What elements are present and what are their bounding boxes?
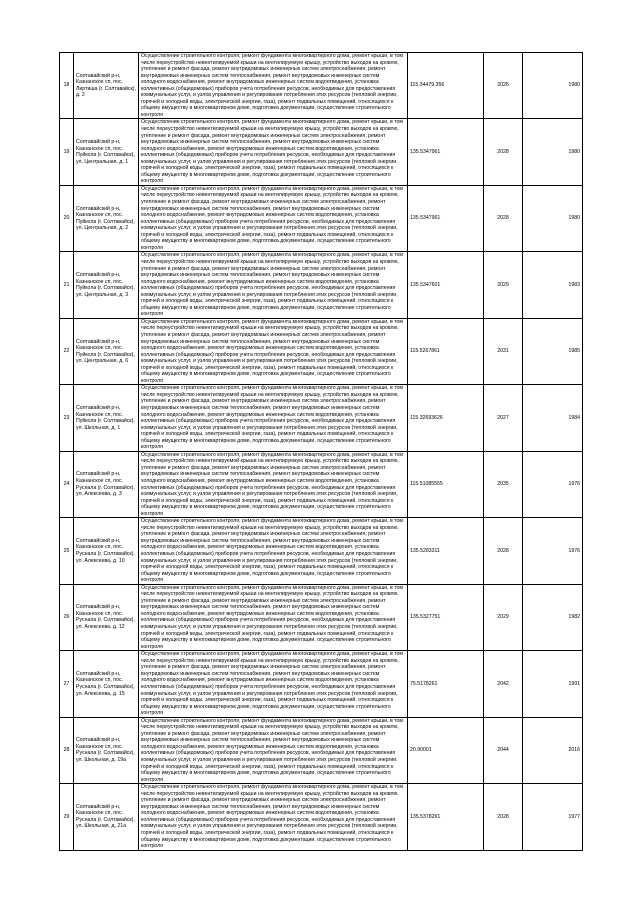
row-number-cell: 19 [60,119,74,185]
works-list-cell: Осуществление строительного контроля, ремонт фундамента многоквартирного дома, ремонт крыши, в том числе переустройство невентилируемой крыши на вентилируемую крышу, устройство выходов на кровлю, утепление и ремонт фасада, ремонт внутридомовых инженерных систем электроснабжения, ремонт внутридомовых инженерных систем теплоснабжения, ремонт внутридомовых инженерных систем холодного водоснабжения, ремонт внутридомовых инженерных систем водоотведения, установка коллективных (общедомовых) приборов учета потребления ресурсов, необходимых для предоставления коммунальных услуг, и узлов управления и регулирования потребления этих ресурсов (тепловой энергии, горячей и холодной воды, электрической энергии, газа), ремонт подвальных помещений, относящихся к общему имуществу в многоквартирном доме, подготовка документации, осуществление строительного контроля [139,584,408,650]
table-row [60,451,583,517]
table-row [60,385,583,451]
address-cell: Солтавайский р-н, Казнанское сп, пос. Руснала (г. Солтавайск), ул. Школьная, д. 21а [74,784,139,850]
works-list-cell: Осуществление строительного контроля, ремонт фундамента многоквартирного дома, ремонт крыши, в том числе переустройство невентилируемой крыши на вентилируемую крышу, устройство выходов на кровлю, утепление и ремонт фасада, ремонт внутридомовых инженерных систем электроснабжения, ремонт внутридомовых инженерных систем теплоснабжения, ремонт внутридомовых инженерных систем холодного водоснабжения, ремонт внутридомовых инженерных систем водоотведения, установка коллективных (общедомовых) приборов учета потребления ресурсов, необходимых для предоставления коммунальных услуг, и узлов управления и регулирования потребления этих ресурсов (тепловой энергии, горячей и холодной воды, электрической энергии, газа), ремонт подвальных помещений, относящихся к общему имуществу в многоквартирном доме, подготовка документации, осуществление строительного контроля [139,518,408,584]
planned-year-cell: 2042 [484,651,523,717]
address-cell: Солтавайский р-н, Казнанское сп, пос. Пуйкола (г. Солтавайск), ул. Центральная, д. 2 [74,185,139,251]
build-year-cell: 1976 [523,451,583,517]
build-year-cell: 1991 [523,651,583,717]
works-list-cell: Осуществление строительного контроля, ремонт фундамента многоквартирного дома, ремонт крыши, в том числе переустройство невентилируемой крыши на вентилируемую крышу, устройство выходов на кровлю, утепление и ремонт фасада, ремонт внутридомовых инженерных систем электроснабжения, ремонт внутридомовых инженерных систем теплоснабжения, ремонт внутридомовых инженерных систем холодного водоснабжения, ремонт внутридомовых инженерных систем водоотведения, установка коллективных (общедомовых) приборов учета потребления ресурсов, необходимых для предоставления коммунальных услуг, и узлов управления и регулирования потребления этих ресурсов (тепловой энергии, горячей и холодной воды, электрической энергии, газа), ремонт подвальных помещений, относящихся к общему имуществу в многоквартирном доме, подготовка документации, осуществление строительного контроля [139,252,408,318]
planned-year-cell: 2031 [484,318,523,384]
works-list-cell: Осуществление строительного контроля, ремонт фундамента многоквартирного дома, ремонт крыши, в том числе переустройство невентилируемой крыши на вентилируемую крышу, устройство выходов на кровлю, утепление и ремонт фасада, ремонт внутридомовых инженерных систем электроснабжения, ремонт внутридомовых инженерных систем теплоснабжения, ремонт внутридомовых инженерных систем холодного водоснабжения, ремонт внутридомовых инженерных систем водоотведения, установка коллективных (общедомовых) приборов учета потребления ресурсов, необходимых для предоставления коммунальных услуг, и узлов управления и регулирования потребления этих ресурсов (тепловой энергии, горячей и холодной воды, электрической энергии, газа), ремонт подвальных помещений, относящихся к общему имуществу в многоквартирном доме, подготовка документации, осуществление строительного контроля [139,385,408,451]
planned-year-cell: 2029 [484,584,523,650]
works-list-cell: Осуществление строительного контроля, ремонт фундамента многоквартирного дома, ремонт крыши, в том числе переустройство невентилируемой крыши на вентилируемую крышу, устройство выходов на кровлю, утепление и ремонт фасада, ремонт внутридомовых инженерных систем электроснабжения, ремонт внутридомовых инженерных систем теплоснабжения, ремонт внутридомовых инженерных систем холодного водоснабжения, ремонт внутридомовых инженерных систем водоотведения, установка коллективных (общедомовых) приборов учета потребления ресурсов, необходимых для предоставления коммунальных услуг, и узлов управления и регулирования потребления этих ресурсов (тепловой энергии, горячей и холодной воды, электрической энергии, газа), ремонт подвальных помещений, относящихся к общему имуществу в многоквартирном доме, подготовка документации, осуществление строительного контроля [139,318,408,384]
table-row [60,651,583,717]
planned-year-cell: 2026 [484,53,523,119]
planned-year-cell: 2027 [484,385,523,451]
cost-value-cell: 115.34479.356 [408,53,484,119]
address-cell: Солтавайский р-н, Казнанское сп, пос. Лиртиша (г. Солтавайск), д. 2 [74,53,139,119]
build-year-cell: 1983 [523,252,583,318]
planned-year-cell: 2028 [484,784,523,850]
row-number-cell: 28 [60,717,74,783]
works-list-cell: Осуществление строительного контроля, ремонт фундамента многоквартирного дома, ремонт крыши, в том числе переустройство невентилируемой крыши на вентилируемую крышу, устройство выходов на кровлю, утепление и ремонт фасада, ремонт внутридомовых инженерных систем электроснабжения, ремонт внутридомовых инженерных систем теплоснабжения, ремонт внутридомовых инженерных систем холодного водоснабжения, ремонт внутридомовых инженерных систем водоотведения, установка коллективных (общедомовых) приборов учета потребления ресурсов, необходимых для предоставления коммунальных услуг, и узлов управления и регулирования потребления этих ресурсов (тепловой энергии, горячей и холодной воды, электрической энергии, газа), ремонт подвальных помещений, относящихся к общему имуществу в многоквартирном доме, подготовка документации, осуществление строительного контроля [139,185,408,251]
build-year-cell: 1976 [523,518,583,584]
planned-year-cell: 2028 [484,119,523,185]
build-year-cell: 1982 [523,584,583,650]
cost-value-cell: 135.5347601 [408,252,484,318]
address-cell: Солтавайский р-н, Казнанское сп, пос. Пуйкола (г. Солтавайск), ул. Центральная, д. 1 [74,119,139,185]
address-cell: Солтавайский р-н, Казнанское сп, пос. Руснала (г. Солтавайск), ул. Алексеева, д. 10 [74,518,139,584]
row-number-cell: 23 [60,385,74,451]
planned-year-cell: 2044 [484,717,523,783]
row-number-cell: 18 [60,53,74,119]
planned-year-cell: 2029 [484,252,523,318]
table-row [60,784,583,850]
row-number-cell: 24 [60,451,74,517]
cost-value-cell: 115.5267861 [408,318,484,384]
register-table-body [60,53,583,851]
build-year-cell: 2016 [523,717,583,783]
cost-value-cell: 135.5327751 [408,584,484,650]
address-cell: Солтавайский р-н, Казнанское сп, пос. Руснала (г. Солтавайск), ул. Школьная, д. 19а [74,717,139,783]
works-list-cell: Осуществление строительного контроля, ремонт фундамента многоквартирного дома, ремонт крыши, в том числе переустройство невентилируемой крыши на вентилируемую крышу, устройство выходов на кровлю, утепление и ремонт фасада, ремонт внутридомовых инженерных систем электроснабжения, ремонт внутридомовых инженерных систем теплоснабжения, ремонт внутридомовых инженерных систем холодного водоснабжения, ремонт внутридомовых инженерных систем водоотведения, установка коллективных (общедомовых) приборов учета потребления ресурсов, необходимых для предоставления коммунальных услуг, и узлов управления и регулирования потребления этих ресурсов (тепловой энергии, горячей и холодной воды, электрической энергии, газа), ремонт подвальных помещений, относящихся к общему имуществу в многоквартирном доме, подготовка документации, осуществление строительного контроля [139,53,408,119]
planned-year-cell: 2028 [484,185,523,251]
build-year-cell: 1977 [523,784,583,850]
cost-value-cell: 135.5283311 [408,518,484,584]
address-cell: Солтавайский р-н, Казнанское сп, пос. Руснала (г. Солтавайск), ул. Алексеева, д. 3 [74,451,139,517]
works-list-cell: Осуществление строительного контроля, ремонт фундамента многоквартирного дома, ремонт крыши, в том числе переустройство невентилируемой крыши на вентилируемую крышу, устройство выходов на кровлю, утепление и ремонт фасада, ремонт внутридомовых инженерных систем электроснабжения, ремонт внутридомовых инженерных систем теплоснабжения, ремонт внутридомовых инженерных систем холодного водоснабжения, ремонт внутридомовых инженерных систем водоотведения, установка коллективных (общедомовых) приборов учета потребления ресурсов, необходимых для предоставления коммунальных услуг, и узлов управления и регулирования потребления этих ресурсов (тепловой энергии, горячей и холодной воды, электрической энергии, газа), ремонт подвальных помещений, относящихся к общему имуществу в многоквартирном доме, подготовка документации, осуществление строительного контроля [139,651,408,717]
table-row [60,252,583,318]
build-year-cell: 1984 [523,385,583,451]
address-cell: Солтавайский р-н, Казнанское сп, пос. Пуйкола (г. Солтавайск), ул. Центральная, д. 6 [74,318,139,384]
table-row [60,318,583,384]
row-number-cell: 22 [60,318,74,384]
planned-year-cell: 2028 [484,518,523,584]
row-number-cell: 25 [60,518,74,584]
housing-repair-register-table [59,52,583,851]
row-number-cell: 21 [60,252,74,318]
build-year-cell: 1985 [523,318,583,384]
cost-value-cell: 135.5378261 [408,784,484,850]
address-cell: Солтавайский р-н, Казнанское сп, пос. Пуйкола (г. Солтавайск), ул. Школьная, д. 1 [74,385,139,451]
table-row [60,518,583,584]
row-number-cell: 27 [60,651,74,717]
row-number-cell: 29 [60,784,74,850]
cost-value-cell: 75.5178261 [408,651,484,717]
row-number-cell: 20 [60,185,74,251]
cost-value-cell: 135.5347961 [408,119,484,185]
cost-value-cell: 20.90001 [408,717,484,783]
works-list-cell: Осуществление строительного контроля, ремонт фундамента многоквартирного дома, ремонт крыши, в том числе переустройство невентилируемой крыши на вентилируемую крышу, устройство выходов на кровлю, утепление и ремонт фасада, ремонт внутридомовых инженерных систем электроснабжения, ремонт внутридомовых инженерных систем теплоснабжения, ремонт внутридомовых инженерных систем холодного водоснабжения, ремонт внутридомовых инженерных систем водоотведения, установка коллективных (общедомовых) приборов учета потребления ресурсов, необходимых для предоставления коммунальных услуг, и узлов управления и регулирования потребления этих ресурсов (тепловой энергии, горячей и холодной воды, электрической энергии, газа), ремонт подвальных помещений, относящихся к общему имуществу в многоквартирном доме, подготовка документации, осуществление строительного контроля [139,451,408,517]
works-list-cell: Осуществление строительного контроля, ремонт фундамента многоквартирного дома, ремонт крыши, в том числе переустройство невентилируемой крыши на вентилируемую крышу, устройство выходов на кровлю, утепление и ремонт фасада, ремонт внутридомовых инженерных систем электроснабжения, ремонт внутридомовых инженерных систем теплоснабжения, ремонт внутридомовых инженерных систем холодного водоснабжения, ремонт внутридомовых инженерных систем водоотведения, установка коллективных (общедомовых) приборов учета потребления ресурсов, необходимых для предоставления коммунальных услуг, и узлов управления и регулирования потребления этих ресурсов (тепловой энергии, горячей и холодной воды, электрической энергии, газа), ремонт подвальных помещений, относящихся к общему имуществу в многоквартирном доме, подготовка документации, осуществление строительного контроля [139,119,408,185]
cost-value-cell: 135.5347961 [408,185,484,251]
works-list-cell: Осуществление строительного контроля, ремонт фундамента многоквартирного дома, ремонт крыши, в том числе переустройство невентилируемой крыши на вентилируемую крышу, устройство выходов на кровлю, утепление и ремонт фасада, ремонт внутридомовых инженерных систем электроснабжения, ремонт внутридомовых инженерных систем теплоснабжения, ремонт внутридомовых инженерных систем холодного водоснабжения, ремонт внутридомовых инженерных систем водоотведения, установка коллективных (общедомовых) приборов учета потребления ресурсов, необходимых для предоставления коммунальных услуг, и узлов управления и регулирования потребления этих ресурсов (тепловой энергии, горячей и холодной воды, электрической энергии, газа), ремонт подвальных помещений, относящихся к общему имуществу в многоквартирном доме, подготовка документации, осуществление строительного контроля [139,717,408,783]
planned-year-cell: 2035 [484,451,523,517]
cost-value-cell: 115.51085555 [408,451,484,517]
table-row [60,185,583,251]
works-list-cell: Осуществление строительного контроля, ремонт фундамента многоквартирного дома, ремонт крыши, в том числе переустройство невентилируемой крыши на вентилируемую крышу, устройство выходов на кровлю, утепление и ремонт фасада, ремонт внутридомовых инженерных систем электроснабжения, ремонт внутридомовых инженерных систем теплоснабжения, ремонт внутридомовых инженерных систем холодного водоснабжения, ремонт внутридомовых инженерных систем водоотведения, установка коллективных (общедомовых) приборов учета потребления ресурсов, необходимых для предоставления коммунальных услуг, и узлов управления и регулирования потребления этих ресурсов (тепловой энергии, горячей и холодной воды, электрической энергии, газа), ремонт подвальных помещений, относящихся к общему имуществу в многоквартирном доме, подготовка документации, осуществление строительного контроля [139,784,408,850]
row-number-cell: 26 [60,584,74,650]
cost-value-cell: 115.32693626 [408,385,484,451]
table-row [60,717,583,783]
address-cell: Солтавайский р-н, Казнанское сп, пос. Руснала (г. Солтавайск), ул. Алексеева, д. 12 [74,584,139,650]
build-year-cell: 1980 [523,185,583,251]
build-year-cell: 1980 [523,119,583,185]
build-year-cell: 1980 [523,53,583,119]
table-row [60,53,583,119]
address-cell: Солтавайский р-н, Казнанское сп, пос. Руснала (г. Солтавайск), ул. Алексеева, д. 15 [74,651,139,717]
table-row [60,119,583,185]
address-cell: Солтавайский р-н, Казнанское сп, пос. Пуйкола (г. Солтавайск), ул. Центральная, д. 3 [74,252,139,318]
table-row [60,584,583,650]
